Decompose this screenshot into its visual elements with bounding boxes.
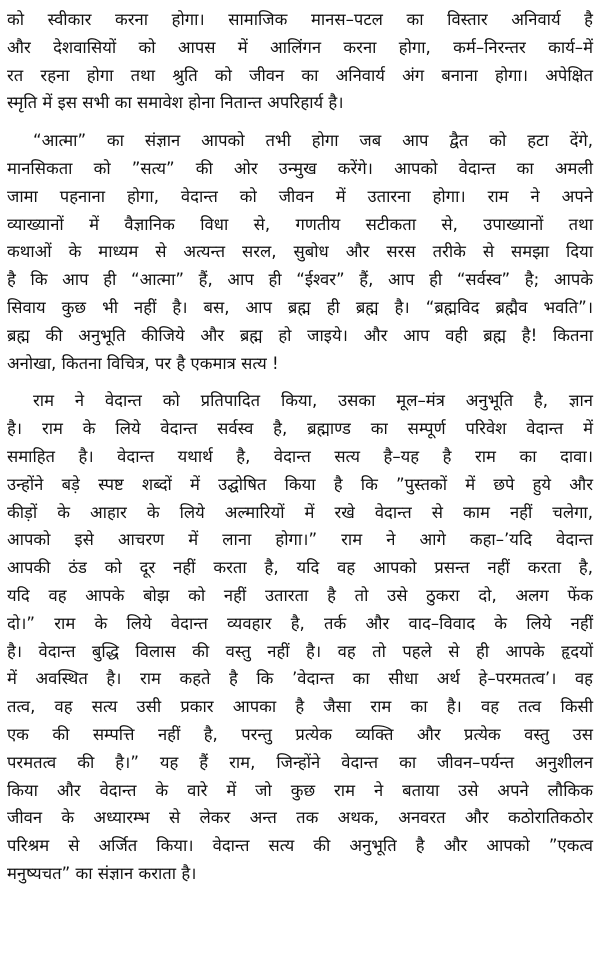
text-line: आपको इसे आचरण में लाना होगा।” राम ने आगे कहा–’यदि वेदान्त <box>7 530 593 550</box>
text-line: यदि वह आपके बोझ को नहीं उतारता है तो उसे ठुकरा दो, अलग फेंक <box>7 585 593 605</box>
text-line: परमतत्व की है।” यह हैं राम, जिन्होंने वेदान्त का जीवन–पर्यन्त अनुशीलन <box>7 752 593 772</box>
paragraph-gap <box>7 377 593 387</box>
text-line: तत्व, वह सत्य उसी प्रकार आपका है जैसा राम का है। वह तत्व किसी <box>7 697 593 717</box>
text-line: राम ने वेदान्त को प्रतिपादित किया, उसका मूल–मंत्र अनुभूति है, ज्ञान <box>33 391 593 411</box>
text-line: परिश्रम से अर्जित किया। वेदान्त सत्य की अनुभूति है और आपको ”एकत्व <box>7 836 593 856</box>
text-line: और देशवासियों को आपस में आलिंगन करना होगा, कर्म–निरन्तर कार्य–में <box>7 37 593 57</box>
paragraph-1 <box>7 6 593 117</box>
text-line: है। राम के लिये वेदान्त सर्वस्व है, ब्रह्माण्ड का सम्पूर्ण परिवेश वेदान्त में <box>7 419 593 439</box>
text-line: मानसिकता को ”सत्य” की ओर उन्मुख करेंगे। आपको वेदान्त का अमली <box>7 158 593 178</box>
text-line: व्याख्यानों में वैज्ञानिक विधा से, गणतीय सटीकता से, उपाख्यानों तथा <box>7 214 593 234</box>
text-line: कीड़ों के आहार के लिये अल्मारियों में रखे वेदान्त से काम नहीं चलेगा, <box>7 502 593 522</box>
text-line: ब्रह्म की अनुभूति कीजिये और ब्रह्म हो जाइये। और आप वही ब्रह्म है! कितना <box>7 325 593 345</box>
text-line: सिवाय कुछ भी नहीं है। बस, आप ब्रह्म ही ब्रह्म है। “ब्रह्मविद ब्रह्मैव भवति”। <box>7 297 593 317</box>
text-line: एक की सम्पत्ति नहीं है, परन्तु प्रत्येक व्यक्ति और प्रत्येक वस्तु उस <box>7 724 593 744</box>
text-line: “आत्मा” का संज्ञान आपको तभी होगा जब आप द्वैत को हटा देंगे, <box>33 131 593 151</box>
text-line: आपकी ठंड को दूर नहीं करता है, यदि वह आपको प्रसन्त नहीं करता है, <box>7 558 593 578</box>
text-line: उन्होंने बड़े स्पष्ट शब्दों में उद्घोषित किया है कि ”पुस्तकों में छपे हुये और <box>7 474 593 494</box>
paragraph-2 <box>7 127 593 377</box>
text-line: अनोखा, कितना विचित्र, पर है एकमात्र सत्य ! <box>7 353 279 373</box>
text-line: स्मृति में इस सभी का समावेश होना नितान्त अपरिहार्य है। <box>7 93 344 113</box>
text-line: दो।” राम के लिये वेदान्त व्यवहार है, तर्क और वाद–विवाद के लिये नहीं <box>7 613 593 633</box>
text-line: समाहित है। वेदान्त यथार्थ है, वेदान्त सत्य है–यह है राम का दावा। <box>7 446 593 466</box>
paragraph-gap <box>7 117 593 127</box>
text-line: कथाओं के माध्यम से अत्यन्त सरल, सुबोध और सरस तरीके से समझा दिया <box>7 242 593 262</box>
text-line: रत रहना होगा तथा श्रुति को जीवन का अनिवार्य अंग बनाना होगा। अपेक्षित <box>7 65 593 85</box>
text-line: है कि आप ही “आत्मा” हैं, आप ही “ईश्वर” हैं, आप ही “सर्वस्व” है; आपके <box>7 270 593 290</box>
text-line: जीवन के अध्यारम्भ से लेकर अन्त तक अथक, अनवरत और कठोरातिकठोर <box>7 808 593 828</box>
text-line: जामा पहनाना होगा, वेदान्त को जीवन में उतारना होगा। राम ने अपने <box>7 186 593 206</box>
text-line: मनुष्यचत” का संज्ञान कराता है। <box>7 863 197 883</box>
text-line: को स्वीकार करना होगा। सामाजिक मानस–पटल का विस्तार अनिवार्य है <box>7 10 593 29</box>
paragraph-3 <box>7 387 593 887</box>
text-line: किया और वेदान्त के वारे में जो कुछ राम ने बताया उसे अपने लौकिक <box>7 780 593 800</box>
text-line: में अवस्थित है। राम कहते है कि ’वेदान्त का सीधा अर्थ हे–परमतत्व’। वह <box>7 669 593 689</box>
text-line: है। वेदान्त बुद्धि विलास की वस्तु नहीं है। वह तो पहले से ही आपके हृदयों <box>7 641 593 661</box>
